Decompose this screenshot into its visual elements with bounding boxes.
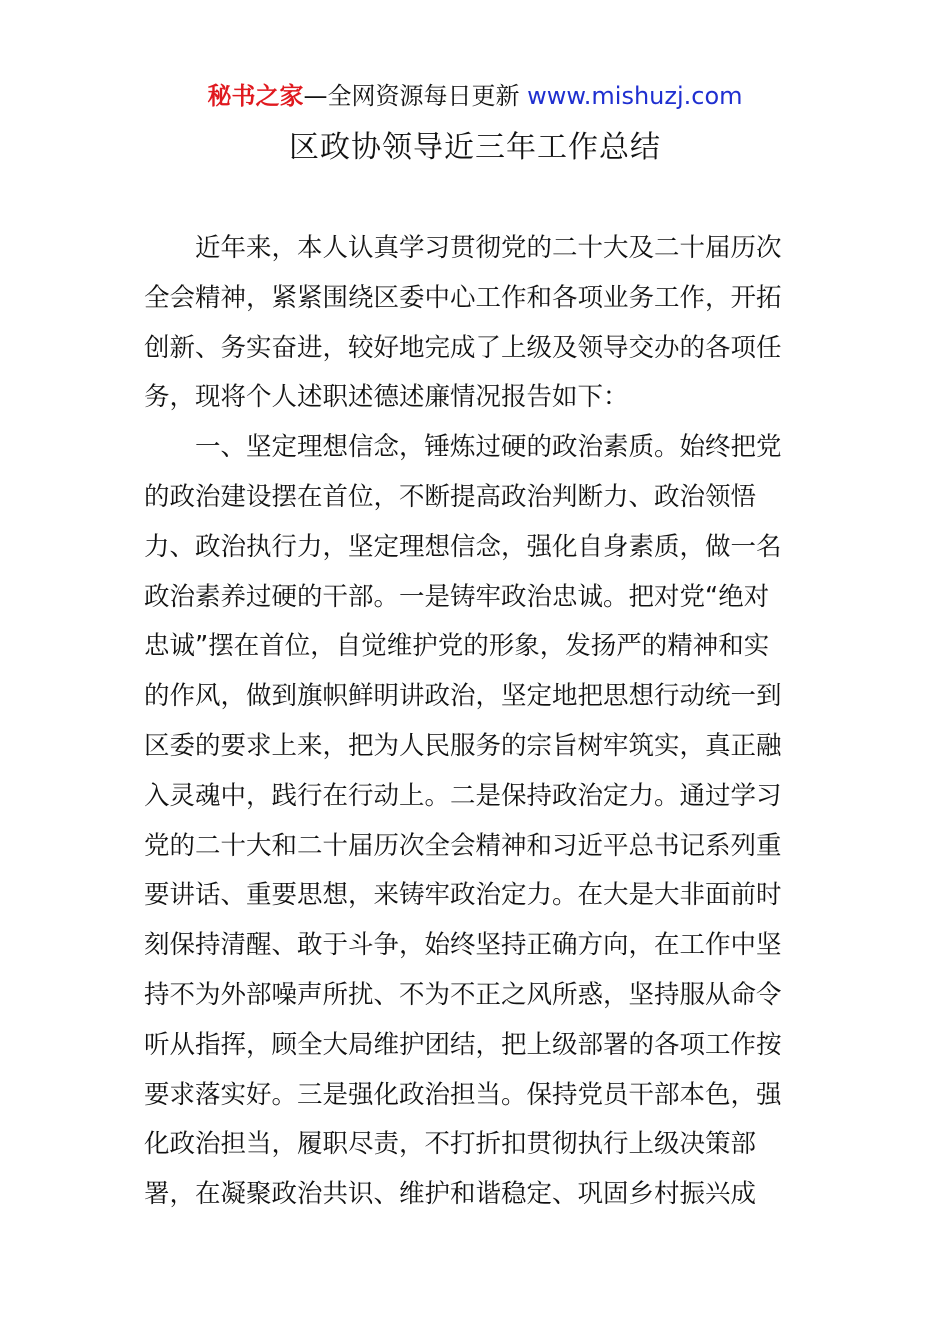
paragraph-line: 创新、务实奋进，较好地完成了上级及领导交办的各项任 xyxy=(144,332,782,363)
paragraph-line: 要求落实好。三是强化政治担当。保持党员干部本色，强 xyxy=(144,1079,782,1110)
paragraph-line: 署，在凝聚政治共识、维护和谐稳定、巩固乡村振兴成 xyxy=(144,1179,757,1210)
paragraph-line: 刻保持清醒、敢于斗争，始终坚持正确方向，在工作中坚 xyxy=(144,930,782,961)
paragraph-line: 力、政治执行力，坚定理想信念，强化自身素质，做一名 xyxy=(144,531,782,562)
paragraph-line: 要讲话、重要思想，来铸牢政治定力。在大是大非面前时 xyxy=(144,880,782,911)
paragraph-line: 的作风，做到旗帜鲜明讲政治，坚定地把思想行动统一到 xyxy=(144,681,782,712)
paragraph-line: 持不为外部噪声所扰、不为不正之风所惑，坚持服从命令 xyxy=(144,979,782,1010)
site-url-link[interactable]: www.mishuzj.com xyxy=(519,82,743,110)
paragraph-line: 入灵魂中，践行在行动上。二是保持政治定力。通过学习 xyxy=(144,780,782,811)
paragraph-line: 的政治建设摆在首位，不断提高政治判断力、政治领悟 xyxy=(144,481,757,512)
paragraph-line: 区委的要求上来，把为人民服务的宗旨树牢筑实，真正融 xyxy=(144,730,782,761)
paragraph-line: 党的二十大和二十届历次全会精神和习近平总书记系列重 xyxy=(144,830,782,861)
document-title: 区政协领导近三年工作总结 xyxy=(289,130,661,165)
paragraph-line: 忠诚”摆在首位，自觉维护党的形象，发扬严的精神和实 xyxy=(144,631,770,662)
paragraph-line: 近年来，本人认真学习贯彻党的二十大及二十届历次 xyxy=(195,233,782,263)
paragraph-line: 务，现将个人述职述德述廉情况报告如下： xyxy=(144,382,629,413)
paragraph-line: 一、坚定理想信念，锤炼过硬的政治素质。始终把党 xyxy=(195,432,782,463)
paragraph-line: 全会精神，紧紧围绕区委中心工作和各项业务工作，开拓 xyxy=(144,282,782,313)
paragraph-line: 听从指挥，顾全大局维护团结，把上级部署的各项工作按 xyxy=(144,1029,782,1060)
document-body xyxy=(144,224,808,1220)
paragraph-line: 化政治担当，履职尽责，不打折扣贯彻执行上级决策部 xyxy=(144,1129,757,1160)
site-header xyxy=(0,80,950,112)
site-brand: 秘书之家 xyxy=(207,82,304,110)
site-tagline: —全网资源每日更新 xyxy=(303,82,520,110)
paragraph-line: 政治素养过硬的干部。一是铸牢政治忠诚。把对党“绝对 xyxy=(144,581,770,612)
